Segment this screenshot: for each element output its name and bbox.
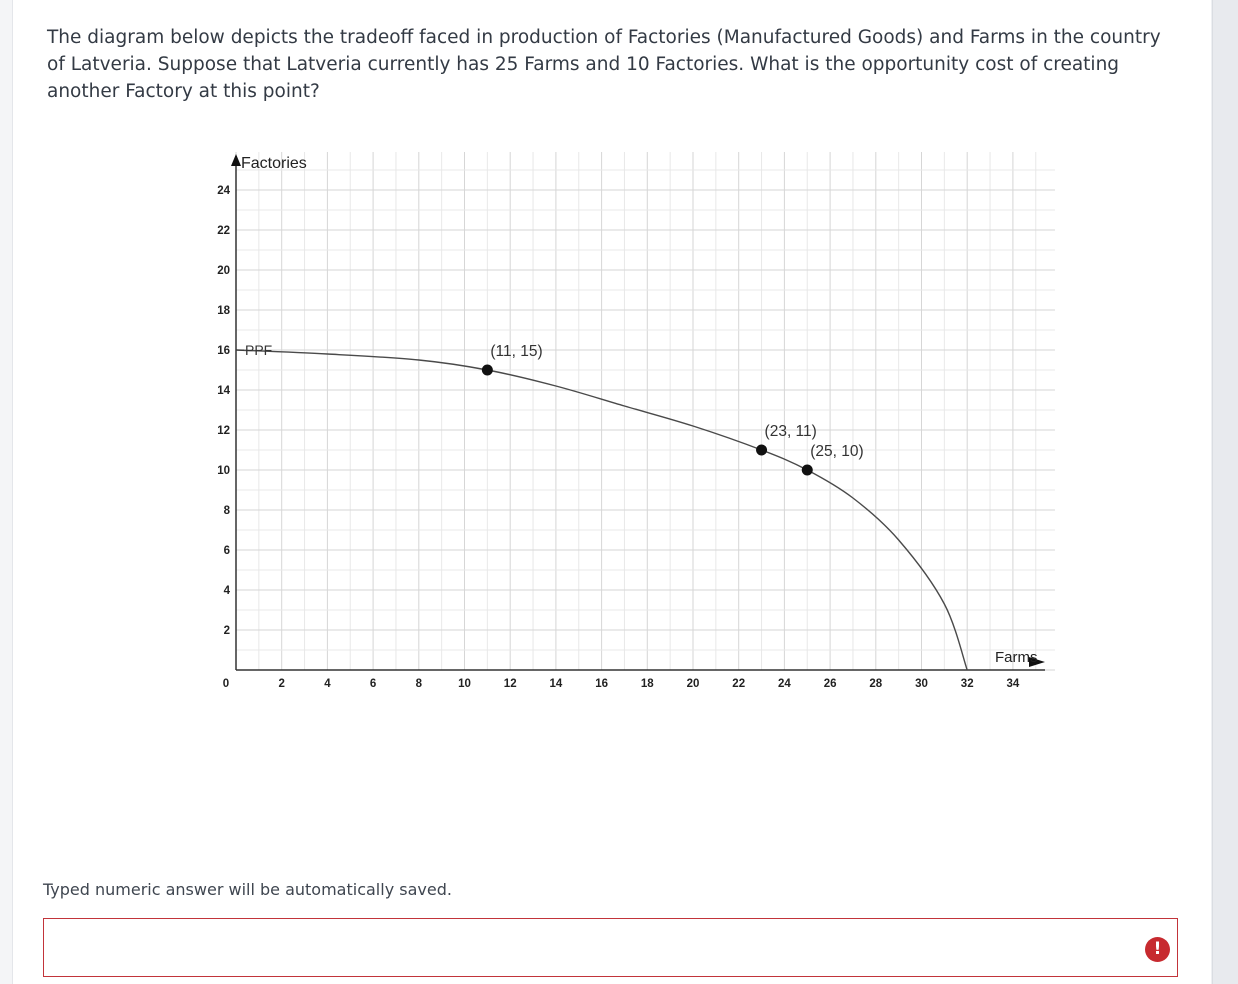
question-text: The diagram below depicts the tradeoff faced in production of Factories (Manufactured Goods) and Farms in the country of Latveria. Suppose that Latveria currently has 25 Farms and 10 Factories. What is the opportunity cost of creating another Factory at this point? (47, 27, 1161, 102)
numeric-answer-input[interactable] (43, 918, 1178, 977)
chart-grid (236, 152, 1055, 670)
x-tick-label: 0 (222, 678, 230, 690)
y-axis-label: Factories (241, 155, 307, 172)
y-tick-label: 12 (217, 425, 230, 437)
autosave-note: Typed numeric answer will be automatically saved. (43, 880, 452, 899)
y-tick-label: 10 (217, 465, 230, 477)
y-tick-label: 2 (223, 625, 230, 637)
ppf-chart (200, 140, 1070, 700)
y-tick-label: 22 (217, 225, 230, 237)
x-tick-label: 4 (324, 678, 331, 690)
x-tick-label: 2 (278, 678, 285, 690)
right-scroll-strip[interactable] (1212, 0, 1238, 984)
x-tick-label: 8 (415, 678, 423, 690)
left-scroll-strip (0, 0, 13, 984)
point-label: (11, 15) (490, 343, 543, 360)
x-tick-label: 10 (458, 678, 471, 690)
x-tick-label: 28 (869, 678, 883, 690)
x-tick-label: 30 (915, 678, 928, 690)
x-tick-label: 16 (595, 678, 608, 690)
x-tick-label: 34 (1006, 678, 1020, 690)
x-tick-label: 20 (686, 678, 700, 690)
y-tick-label: 6 (223, 545, 230, 557)
chart-tick-labels (217, 185, 1020, 690)
y-tick-label: 16 (217, 345, 230, 357)
y-tick-label: 14 (217, 385, 230, 397)
x-tick-label: 6 (369, 678, 377, 690)
point-label: (25, 10) (810, 443, 864, 460)
data-point (482, 365, 493, 376)
y-axis-arrow (231, 154, 241, 166)
ppf-series-label: PPF (245, 342, 273, 358)
x-tick-label: 22 (732, 678, 746, 690)
x-tick-label: 12 (503, 678, 517, 690)
chart-axes (231, 154, 1045, 670)
x-tick-label: 26 (823, 678, 837, 690)
error-alert-icon: ! (1145, 937, 1170, 962)
y-tick-label: 20 (217, 265, 230, 277)
point-label: (23, 11) (764, 423, 817, 440)
x-tick-label: 32 (960, 678, 974, 690)
y-tick-label: 18 (217, 305, 230, 317)
data-point (802, 465, 813, 476)
y-tick-label: 24 (217, 185, 230, 197)
x-tick-label: 18 (640, 678, 654, 690)
y-tick-label: 4 (223, 585, 230, 597)
x-tick-label: 14 (549, 678, 563, 690)
x-axis-label: Farms (995, 649, 1038, 666)
x-tick-label: 24 (778, 678, 791, 690)
data-point (756, 445, 767, 456)
y-tick-label: 8 (223, 505, 230, 517)
